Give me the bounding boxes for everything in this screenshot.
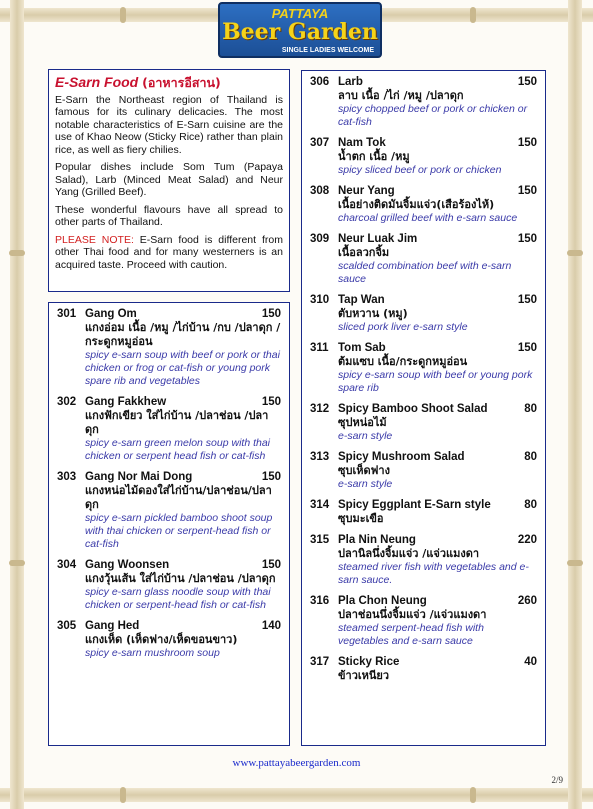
item-number: 312 xyxy=(310,403,330,415)
item-number: 304 xyxy=(57,559,77,571)
item-description: e-sarn style xyxy=(338,478,393,490)
item-name: Sticky Rice xyxy=(338,656,400,668)
item-thai-name: ปลาช่อนนึ่งจิ้มแจ่ว /แจ่วแมงดา xyxy=(338,608,487,621)
section-title-th: (อาหารอีสาน) xyxy=(142,75,221,90)
menu-item xyxy=(310,75,537,129)
page-number: 2/9 xyxy=(551,775,563,785)
note-label: PLEASE NOTE: xyxy=(55,233,134,246)
section-title xyxy=(55,76,283,90)
menu-column-left xyxy=(48,302,290,746)
intro-box xyxy=(48,69,290,292)
menu-item xyxy=(310,341,537,395)
item-number: 308 xyxy=(310,185,330,197)
item-description: spicy e-sarn pickled bamboo shoot soup with thai chicken or serpent-head fish or cat-fish xyxy=(85,512,273,550)
item-name: Pla Chon Neung xyxy=(338,595,427,607)
intro-note xyxy=(55,234,283,272)
item-thai-name: เนื้อย่างติดมันจิ้มแจ่ว(เสือร้องไห้) xyxy=(338,198,495,211)
item-number: 306 xyxy=(310,76,330,88)
menu-item xyxy=(57,470,281,551)
bamboo-node xyxy=(9,560,25,566)
item-description: charcoal grilled beef with e-sarn sauce xyxy=(338,212,518,224)
item-name: Pla Nin Neung xyxy=(338,534,416,546)
item-price: 80 xyxy=(524,499,537,511)
item-price: 140 xyxy=(261,620,281,632)
item-thai-name: แกงฟักเขียว ใส่ไก่บ้าน /ปลาช่อน /ปลาดุก xyxy=(85,409,269,436)
item-name: Spicy Eggplant E-Sarn style xyxy=(338,499,491,511)
menu-item xyxy=(310,136,537,177)
menu-item xyxy=(310,498,537,526)
item-price: 150 xyxy=(261,396,281,408)
menu-item xyxy=(310,184,537,225)
item-number: 315 xyxy=(310,534,330,546)
item-thai-name: ซุบมะเขือ xyxy=(338,512,384,525)
item-name: Gang Woonsen xyxy=(85,559,170,571)
bamboo-node xyxy=(567,560,583,566)
item-description: spicy e-sarn green melon soup with thai chicken or serpent head fish or cat-fish xyxy=(85,437,271,462)
item-thai-name: แกงหน่อไม้ดองใส่ไก่บ้าน/ปลาช่อน/ปลาดุก xyxy=(85,484,272,511)
item-name: Gang Fakkhew xyxy=(85,396,167,408)
logo-tagline: SINGLE LADIES WELCOME xyxy=(281,47,374,54)
item-name: Neur Yang xyxy=(338,185,395,197)
item-thai-name: แกงวุ้นเส้น ใส่ไก่บ้าน /ปลาช่อน /ปลาดุก xyxy=(85,572,276,585)
item-description: steamed serpent-head fish with vegetables and e-sarn sauce xyxy=(338,622,484,647)
item-name: Gang Om xyxy=(85,308,137,320)
item-thai-name: น้ำตก เนื้อ /หมู xyxy=(338,150,410,163)
item-description: spicy e-sarn mushroom soup xyxy=(85,647,220,659)
bamboo-frame-left xyxy=(10,0,24,809)
bamboo-frame-bottom xyxy=(0,788,593,802)
pattaya-beer-garden-logo xyxy=(218,2,382,58)
menu-item xyxy=(310,232,537,286)
item-name: Nam Tok xyxy=(338,137,386,149)
item-price: 150 xyxy=(517,294,537,306)
item-name: Tap Wan xyxy=(338,294,385,306)
menu-item xyxy=(310,450,537,491)
item-number: 307 xyxy=(310,137,330,149)
menu-item xyxy=(57,619,281,660)
item-description: spicy e-sarn glass noodle soup with thai chicken or serpent-head fish or cat-fish xyxy=(85,586,271,611)
intro-paragraph-2: Popular dishes include Som Tum (Papaya Salad), Larb (Minced Meat Salad) and Neur Yang (Grilled Beef). xyxy=(55,161,283,198)
item-price: 150 xyxy=(261,471,281,483)
bamboo-node xyxy=(567,250,583,256)
item-description: sliced pork liver e-sarn style xyxy=(338,321,468,333)
menu-item xyxy=(57,558,281,612)
menu-item xyxy=(310,533,537,587)
menu-item xyxy=(310,293,537,334)
item-price: 220 xyxy=(517,534,537,546)
menu-item xyxy=(310,594,537,648)
item-number: 303 xyxy=(57,471,77,483)
item-thai-name: ข้าวเหนียว xyxy=(338,669,390,682)
menu-item xyxy=(310,402,537,443)
item-description: e-sarn style xyxy=(338,430,393,442)
item-price: 150 xyxy=(517,185,537,197)
item-number: 310 xyxy=(310,294,330,306)
item-price: 150 xyxy=(261,559,281,571)
item-price: 150 xyxy=(517,342,537,354)
bamboo-node xyxy=(470,787,476,803)
item-price: 150 xyxy=(517,76,537,88)
item-name: Spicy Bamboo Shoot Salad xyxy=(338,403,488,415)
item-name: Spicy Mushroom Salad xyxy=(338,451,465,463)
item-number: 309 xyxy=(310,233,330,245)
note-text: E-Sarn food is different from other Thai food and for many westerners is an acquired taste. Proceed with caution. xyxy=(55,233,283,271)
menu-column-right xyxy=(301,70,546,746)
menu-item xyxy=(57,395,281,463)
item-thai-name: ตับหวาน (หมู) xyxy=(338,307,408,320)
logo-line-2: Beer Garden xyxy=(222,19,378,45)
item-name: Neur Luak Jim xyxy=(338,233,418,245)
intro-paragraph-3: These wonderful flavours have all spread to other parts of Thailand. xyxy=(55,203,283,228)
item-price: 40 xyxy=(524,656,537,668)
item-description: spicy chopped beef or pork or chicken or cat-fish xyxy=(338,103,528,128)
item-price: 150 xyxy=(517,233,537,245)
item-description: spicy e-sarn soup with beef or young pork spare rib xyxy=(338,369,533,394)
item-thai-name: ต้มแซบ เนื้อ/กระดูกหมูอ่อน xyxy=(338,355,468,368)
item-price: 80 xyxy=(524,403,537,415)
item-number: 311 xyxy=(310,342,329,354)
item-number: 317 xyxy=(310,656,330,668)
item-number: 313 xyxy=(310,451,330,463)
item-number: 314 xyxy=(310,499,330,511)
item-name: Larb xyxy=(338,76,363,88)
item-description: steamed river fish with vegetables and e-sarn sauce. xyxy=(338,561,529,586)
item-thai-name: ซุบเห็ดฟาง xyxy=(338,464,390,477)
bamboo-node xyxy=(120,7,126,23)
item-number: 302 xyxy=(57,396,77,408)
item-name: Tom Sab xyxy=(338,342,386,354)
item-thai-name: ซุปหน่อไม้ xyxy=(338,416,387,429)
item-description: spicy e-sarn soup with beef or pork or thai chicken or frog or cat-fish or young pork spare rib and vegetables xyxy=(85,349,280,387)
item-price: 80 xyxy=(524,451,537,463)
section-title-en: E-Sarn Food xyxy=(55,74,139,90)
item-thai-name: แกงเห็ด (เห็ดฟาง/เห็ดขอนขาว) xyxy=(85,633,238,646)
website-link[interactable]: www.pattayabeergarden.com xyxy=(232,757,361,769)
item-name: Gang Hed xyxy=(85,620,140,632)
item-description: scalded combination beef with e-sarn sauce xyxy=(338,260,512,285)
logo-line-1: PATTAYA xyxy=(271,6,329,21)
item-number: 301 xyxy=(57,308,77,320)
item-thai-name: ปลานิลนึ่งจิ้มแจ่ว /แจ่วแมงดา xyxy=(338,547,480,560)
item-thai-name: แกงอ่อม เนื้อ /หมู /ไก่บ้าน /กบ /ปลาดุก /กระดูกหมูอ่อน xyxy=(85,321,281,348)
item-description: spicy sliced beef or pork or chicken xyxy=(338,164,502,176)
menu-item xyxy=(57,307,281,388)
item-thai-name: เนื้อลวกจิ้ม xyxy=(338,246,390,259)
item-name: Gang Nor Mai Dong xyxy=(85,471,193,483)
item-number: 316 xyxy=(310,595,330,607)
intro-paragraph-1: E-Sarn the Northeast region of Thailand is famous for its culinary delicacies. The most notable characteristics of E-Sarn cuisine are the use of Khao Neow (Sticky Rice) rather than plain rice, as well as fiery chilies. xyxy=(55,93,283,156)
bamboo-frame-right xyxy=(568,0,582,809)
item-price: 150 xyxy=(517,137,537,149)
item-number: 305 xyxy=(57,620,77,632)
menu-item xyxy=(310,655,537,683)
item-thai-name: ลาบ เนื้อ /ไก่ /หมู /ปลาดุก xyxy=(338,89,464,102)
bamboo-node xyxy=(120,787,126,803)
bamboo-node xyxy=(470,7,476,23)
item-price: 260 xyxy=(517,595,537,607)
item-price: 150 xyxy=(261,308,281,320)
bamboo-node xyxy=(9,250,25,256)
